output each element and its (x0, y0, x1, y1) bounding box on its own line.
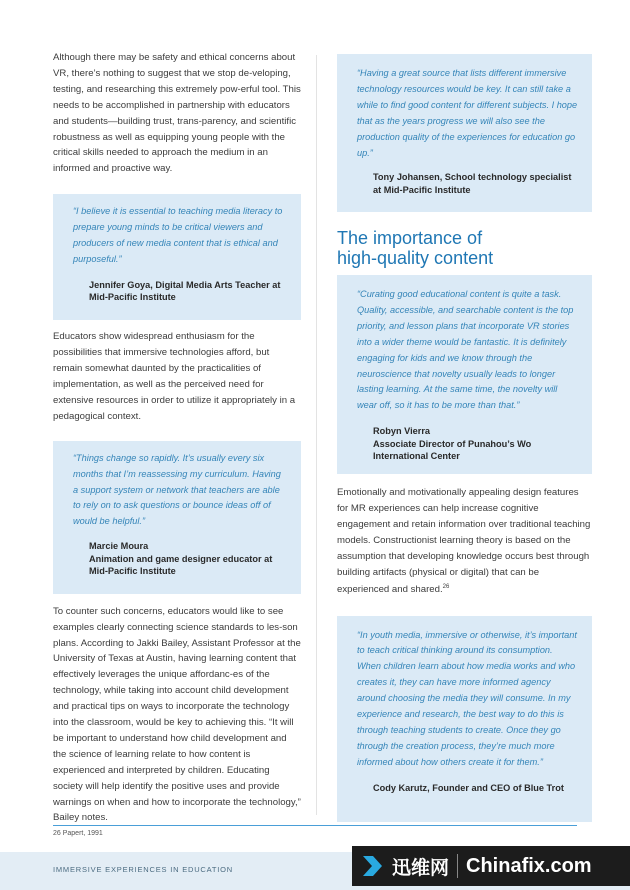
paragraph-educators-enthusiasm: Educators show widespread enthusiasm for the possibilities that immersive technologies afford, but remain somewhat daunted by the practicalities of implementation, as well as the perceived need for extensive resources in order to utilize it appropriately in a pedagogical context. (53, 331, 296, 422)
paragraph-mr-design (337, 485, 592, 599)
footnote: 26 Papert, 1991 (53, 830, 103, 837)
section-heading-line-1: The importance of (337, 228, 483, 248)
quote-text: “I believe it is essential to teaching media literacy to prepare young minds to be critical viewers and producers of new media content that is ethical and purposeful.” (73, 206, 283, 264)
paragraph-text: Emotionally and motivationally appealing design features for MR experiences can help increase cognitive engagement and retain information over traditional teaching models. Constructionist learning theory is based on the assumption that developing knowledge occurs best through building artifacts (physical or digital) that can be experienced and shared. (337, 487, 591, 596)
footer-title: IMMERSIVE EXPERIENCES IN EDUCATION (53, 865, 234, 874)
section-heading-line-2: high-quality content (337, 248, 494, 268)
quote-attribution-role: Animation and game designer educator at Mid-Pacific Institute (89, 553, 273, 577)
quote-text: “Having a great source that lists different immersive technology resources would be key. It can still take a while to find good content for different subjects. I hope that as the years progress we will also see the production quality of the experiences for education go up.” (357, 68, 578, 158)
paragraph-counter-concerns: To counter such concerns, educators would like to see examples clearly connecting science standards to les-son plans. According to Jakki Bailey, Assistant Professor at the University of Texas at Austin, having learning content that effectively leverages the unique affordanc-es of the technology, while taking into account child development and practical tips on ways to incorporate the technology into the classroom, would be key to achieving this. “It will be important to understand how child development and the science of learning relate to how content is experienced and interpreted by children. Educating society will help identify the positive uses and provide warnings on when and how to incorporate the technology,” Bailey notes. (53, 605, 301, 824)
watermark (352, 846, 630, 886)
quote-attribution: Jennifer Goya, Digital Media Arts Teacher at Mid-Pacific Institute (89, 279, 281, 303)
pull-quote-karutz (337, 616, 592, 822)
footnote-reference: 26 (442, 584, 450, 591)
pull-quote-goya (53, 194, 301, 320)
quote-text: “In youth media, immersive or otherwise, it’s important to teach critical thinking around its consumption. When children learn about how media works and who creates it, they can have more informed agency around choosing the media they will consume. In my experience and research, the best way to do this is through teaching students to create. Once they go through the creation process, they’re much more informed about how others create it for them.” (357, 629, 577, 767)
quote-text: “Things change so rapidly. It’s usually every six months that I’m reassessing my curriculum. Having a support system or network that teachers are able to rely on to ask questions or bounce ideas off of would be helpful.” (73, 452, 281, 527)
left-column (53, 50, 301, 826)
watermark-cn: 迅维网 (392, 856, 450, 879)
quote-text: “Curating good educational content is quite a task. Quality, accessible, and searchable content is the top priority, and lesson plans that incorporate VR stories into a wider theme would be fantastic. It is definitely engaging for kids and we know through the neuroscience that novelty usually leads to longer lasting learning. At the same time, the novelty will wear off, so it has to be more than that.” (357, 289, 574, 411)
quote-attribution-name: Robyn Vierra (373, 426, 431, 437)
column-divider (316, 55, 317, 815)
quote-attribution-role: Associate Director of Punahou’s Wo International Center (373, 438, 532, 462)
pull-quote-moura (53, 441, 301, 594)
quote-attribution: Cody Karutz, Founder and CEO of Blue Trot (373, 782, 564, 793)
watermark-separator (457, 854, 458, 878)
watermark-en: Chinafix.com (466, 854, 592, 877)
section-heading (337, 228, 592, 268)
chevron-logo-icon (360, 853, 386, 879)
right-column (337, 54, 592, 822)
paragraph-vr-concerns: Although there may be safety and ethical concerns about VR, there’s nothing to suggest that we stop de-veloping, testing, and researching this extremely pow-erful tool. This needs to be accomplished in partnership with educators and students—building trust, trans-parency, and scientific robustness as well as equipping young people with the critical skills needed to approach the medium in an informed and proactive way. (53, 52, 301, 175)
pull-quote-vierra (337, 275, 592, 474)
quote-attribution-name: Marcie Moura (89, 541, 149, 552)
footnote-rule (53, 825, 577, 826)
pull-quote-johansen (337, 54, 592, 212)
quote-attribution: Tony Johansen, School technology specialist at Mid-Pacific Institute (373, 172, 572, 195)
